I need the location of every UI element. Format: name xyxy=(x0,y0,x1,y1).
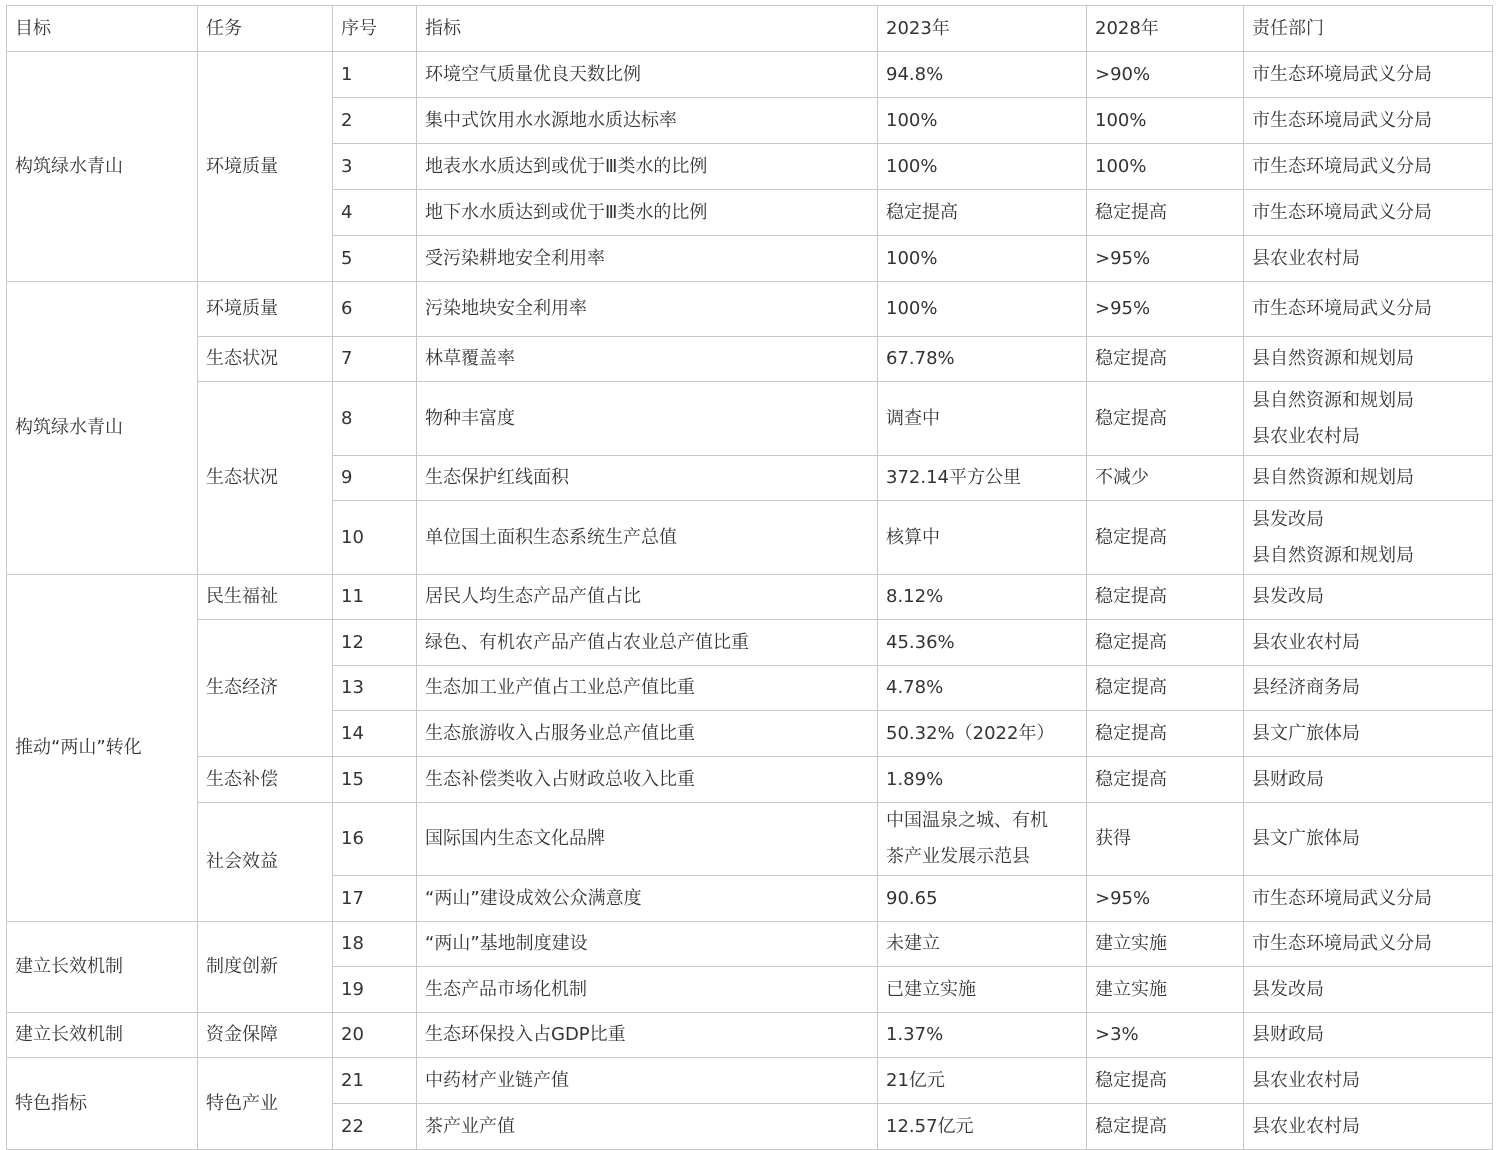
dept-line: 县发改局 xyxy=(1252,508,1324,530)
value-2023-cell: 45.36% xyxy=(878,620,1087,666)
no-cell: 9 xyxy=(333,456,417,501)
header-cell-goal: 目标 xyxy=(7,6,198,52)
target-2028-cell: 稳定提高 xyxy=(1087,620,1244,666)
dept-cell: 市生态环境局武义分局 xyxy=(1244,876,1493,922)
indicator-table xyxy=(6,5,1493,1150)
indicator-cell: 茶产业产值 xyxy=(417,1104,878,1150)
value-2023-cell: 未建立 xyxy=(878,922,1087,967)
target-2028-cell: >95% xyxy=(1087,236,1244,282)
dept-cell xyxy=(1244,382,1493,456)
no-cell: 11 xyxy=(333,575,417,620)
task-cell: 制度创新 xyxy=(198,922,333,1013)
table-row xyxy=(7,282,1493,337)
no-cell: 1 xyxy=(333,52,417,98)
target-2028-cell: 稳定提高 xyxy=(1087,382,1244,456)
table-row xyxy=(7,757,1493,803)
header-cell-2028: 2028年 xyxy=(1087,6,1244,52)
value-2023-line: 茶产业发展示范县 xyxy=(886,846,1030,867)
target-2028-cell: 100% xyxy=(1087,144,1244,190)
indicator-cell: 污染地块安全利用率 xyxy=(417,282,878,337)
indicator-cell: 国际国内生态文化品牌 xyxy=(417,803,878,876)
dept-cell: 市生态环境局武义分局 xyxy=(1244,190,1493,236)
value-2023-cell: 94.8% xyxy=(878,52,1087,98)
no-cell: 2 xyxy=(333,98,417,144)
header-cell-indicator: 指标 xyxy=(417,6,878,52)
dept-cell: 市生态环境局武义分局 xyxy=(1244,52,1493,98)
indicator-cell: 生态加工业产值占工业总产值比重 xyxy=(417,666,878,711)
table-row xyxy=(7,52,1493,98)
table-row xyxy=(7,620,1493,666)
task-cell: 生态补偿 xyxy=(198,757,333,803)
no-cell: 18 xyxy=(333,922,417,967)
table-row xyxy=(7,803,1493,876)
dept-cell: 县文广旅体局 xyxy=(1244,711,1493,757)
target-2028-cell: >95% xyxy=(1087,282,1244,337)
task-cell: 生态经济 xyxy=(198,620,333,757)
value-2023-cell: 100% xyxy=(878,236,1087,282)
header-cell-dept: 责任部门 xyxy=(1244,6,1493,52)
indicator-cell: 单位国土面积生态系统生产总值 xyxy=(417,501,878,575)
no-cell: 5 xyxy=(333,236,417,282)
indicator-cell: 生态补偿类收入占财政总收入比重 xyxy=(417,757,878,803)
no-cell: 17 xyxy=(333,876,417,922)
value-2023-cell: 核算中 xyxy=(878,501,1087,575)
no-cell: 16 xyxy=(333,803,417,876)
no-cell: 21 xyxy=(333,1058,417,1104)
dept-cell: 县自然资源和规划局 xyxy=(1244,337,1493,382)
indicator-cell: 环境空气质量优良天数比例 xyxy=(417,52,878,98)
goal-cell: 建立长效机制 xyxy=(7,922,198,1013)
target-2028-cell: >95% xyxy=(1087,876,1244,922)
value-2023-cell: 调查中 xyxy=(878,382,1087,456)
value-2023-cell: 21亿元 xyxy=(878,1058,1087,1104)
task-cell: 环境质量 xyxy=(198,52,333,282)
indicator-cell: 居民人均生态产品产值占比 xyxy=(417,575,878,620)
indicator-cell: 地下水水质达到或优于Ⅲ类水的比例 xyxy=(417,190,878,236)
task-cell: 民生福祉 xyxy=(198,575,333,620)
target-2028-cell: 稳定提高 xyxy=(1087,1104,1244,1150)
target-2028-cell: 100% xyxy=(1087,98,1244,144)
indicator-cell: 生态产品市场化机制 xyxy=(417,967,878,1013)
dept-cell: 县财政局 xyxy=(1244,757,1493,803)
table-row xyxy=(7,337,1493,382)
target-2028-cell: 建立实施 xyxy=(1087,922,1244,967)
value-2023-cell: 50.32%（2022年） xyxy=(878,711,1087,757)
no-cell: 7 xyxy=(333,337,417,382)
no-cell: 8 xyxy=(333,382,417,456)
no-cell: 14 xyxy=(333,711,417,757)
indicator-cell: 集中式饮用水水源地水质达标率 xyxy=(417,98,878,144)
dept-cell: 县发改局 xyxy=(1244,575,1493,620)
indicator-cell: 地表水水质达到或优于Ⅲ类水的比例 xyxy=(417,144,878,190)
header-row xyxy=(7,6,1493,52)
dept-cell: 县财政局 xyxy=(1244,1013,1493,1058)
task-cell: 资金保障 xyxy=(198,1013,333,1058)
dept-cell: 县农业农村局 xyxy=(1244,236,1493,282)
no-cell: 20 xyxy=(333,1013,417,1058)
no-cell: 10 xyxy=(333,501,417,575)
target-2028-cell: 稳定提高 xyxy=(1087,501,1244,575)
dept-cell: 市生态环境局武义分局 xyxy=(1244,282,1493,337)
value-2023-cell: 12.57亿元 xyxy=(878,1104,1087,1150)
target-2028-cell: 建立实施 xyxy=(1087,967,1244,1013)
header-cell-2023: 2023年 xyxy=(878,6,1087,52)
target-2028-cell: >3% xyxy=(1087,1013,1244,1058)
value-2023-cell: 372.14平方公里 xyxy=(878,456,1087,501)
table-row xyxy=(7,922,1493,967)
goal-cell: 构筑绿水青山 xyxy=(7,52,198,282)
dept-line: 县自然资源和规划局 xyxy=(1252,389,1414,411)
indicator-cell: 中药材产业链产值 xyxy=(417,1058,878,1104)
target-2028-cell: 稳定提高 xyxy=(1087,337,1244,382)
target-2028-cell: 稳定提高 xyxy=(1087,190,1244,236)
value-2023-cell: 67.78% xyxy=(878,337,1087,382)
no-cell: 3 xyxy=(333,144,417,190)
task-cell: 环境质量 xyxy=(198,282,333,337)
target-2028-cell: 稳定提高 xyxy=(1087,711,1244,757)
target-2028-cell: 稳定提高 xyxy=(1087,666,1244,711)
table-row xyxy=(7,1013,1493,1058)
dept-line: 县自然资源和规划局 xyxy=(1252,544,1414,566)
dept-cell: 县农业农村局 xyxy=(1244,620,1493,666)
header-cell-task: 任务 xyxy=(198,6,333,52)
target-2028-cell: 稳定提高 xyxy=(1087,757,1244,803)
goal-cell: 推动“两山”转化 xyxy=(7,575,198,922)
task-cell: 社会效益 xyxy=(198,803,333,922)
value-2023-cell: 1.37% xyxy=(878,1013,1087,1058)
header-cell-no: 序号 xyxy=(333,6,417,52)
indicator-cell: “两山”建设成效公众满意度 xyxy=(417,876,878,922)
goal-cell: 建立长效机制 xyxy=(7,1013,198,1058)
value-2023-cell: 1.89% xyxy=(878,757,1087,803)
no-cell: 19 xyxy=(333,967,417,1013)
indicator-cell: 受污染耕地安全利用率 xyxy=(417,236,878,282)
value-2023-cell: 8.12% xyxy=(878,575,1087,620)
no-cell: 4 xyxy=(333,190,417,236)
value-2023-line: 中国温泉之城、有机 xyxy=(886,810,1048,831)
table-row xyxy=(7,382,1493,456)
target-2028-cell: 稳定提高 xyxy=(1087,1058,1244,1104)
target-2028-cell: 稳定提高 xyxy=(1087,575,1244,620)
indicator-cell: 绿色、有机农产品产值占农业总产值比重 xyxy=(417,620,878,666)
no-cell: 6 xyxy=(333,282,417,337)
value-2023-cell: 100% xyxy=(878,282,1087,337)
target-2028-cell: 不减少 xyxy=(1087,456,1244,501)
dept-cell: 县经济商务局 xyxy=(1244,666,1493,711)
no-cell: 13 xyxy=(333,666,417,711)
task-cell: 生态状况 xyxy=(198,382,333,575)
value-2023-cell: 100% xyxy=(878,98,1087,144)
dept-cell: 县自然资源和规划局 xyxy=(1244,456,1493,501)
value-2023-cell: 已建立实施 xyxy=(878,967,1087,1013)
value-2023-cell xyxy=(878,803,1087,876)
indicator-cell: 生态旅游收入占服务业总产值比重 xyxy=(417,711,878,757)
dept-line: 县农业农村局 xyxy=(1252,425,1360,447)
target-2028-cell: 获得 xyxy=(1087,803,1244,876)
value-2023-cell: 90.65 xyxy=(878,876,1087,922)
value-2023-cell: 稳定提高 xyxy=(878,190,1087,236)
dept-cell: 县文广旅体局 xyxy=(1244,803,1493,876)
indicator-cell: 生态保护红线面积 xyxy=(417,456,878,501)
dept-cell: 县农业农村局 xyxy=(1244,1058,1493,1104)
no-cell: 15 xyxy=(333,757,417,803)
dept-cell: 县发改局 xyxy=(1244,967,1493,1013)
indicator-cell: 物种丰富度 xyxy=(417,382,878,456)
goal-cell: 特色指标 xyxy=(7,1058,198,1150)
indicator-cell: “两山”基地制度建设 xyxy=(417,922,878,967)
target-2028-cell: >90% xyxy=(1087,52,1244,98)
dept-cell: 市生态环境局武义分局 xyxy=(1244,98,1493,144)
task-cell: 生态状况 xyxy=(198,337,333,382)
dept-cell: 市生态环境局武义分局 xyxy=(1244,144,1493,190)
table-row xyxy=(7,575,1493,620)
task-cell: 特色产业 xyxy=(198,1058,333,1150)
dept-cell: 市生态环境局武义分局 xyxy=(1244,922,1493,967)
value-2023-cell: 4.78% xyxy=(878,666,1087,711)
indicator-cell: 林草覆盖率 xyxy=(417,337,878,382)
indicator-cell: 生态环保投入占GDP比重 xyxy=(417,1013,878,1058)
no-cell: 12 xyxy=(333,620,417,666)
goal-cell: 构筑绿水青山 xyxy=(7,282,198,575)
dept-cell xyxy=(1244,501,1493,575)
table-row xyxy=(7,1058,1493,1104)
no-cell: 22 xyxy=(333,1104,417,1150)
value-2023-cell: 100% xyxy=(878,144,1087,190)
dept-cell: 县农业农村局 xyxy=(1244,1104,1493,1150)
